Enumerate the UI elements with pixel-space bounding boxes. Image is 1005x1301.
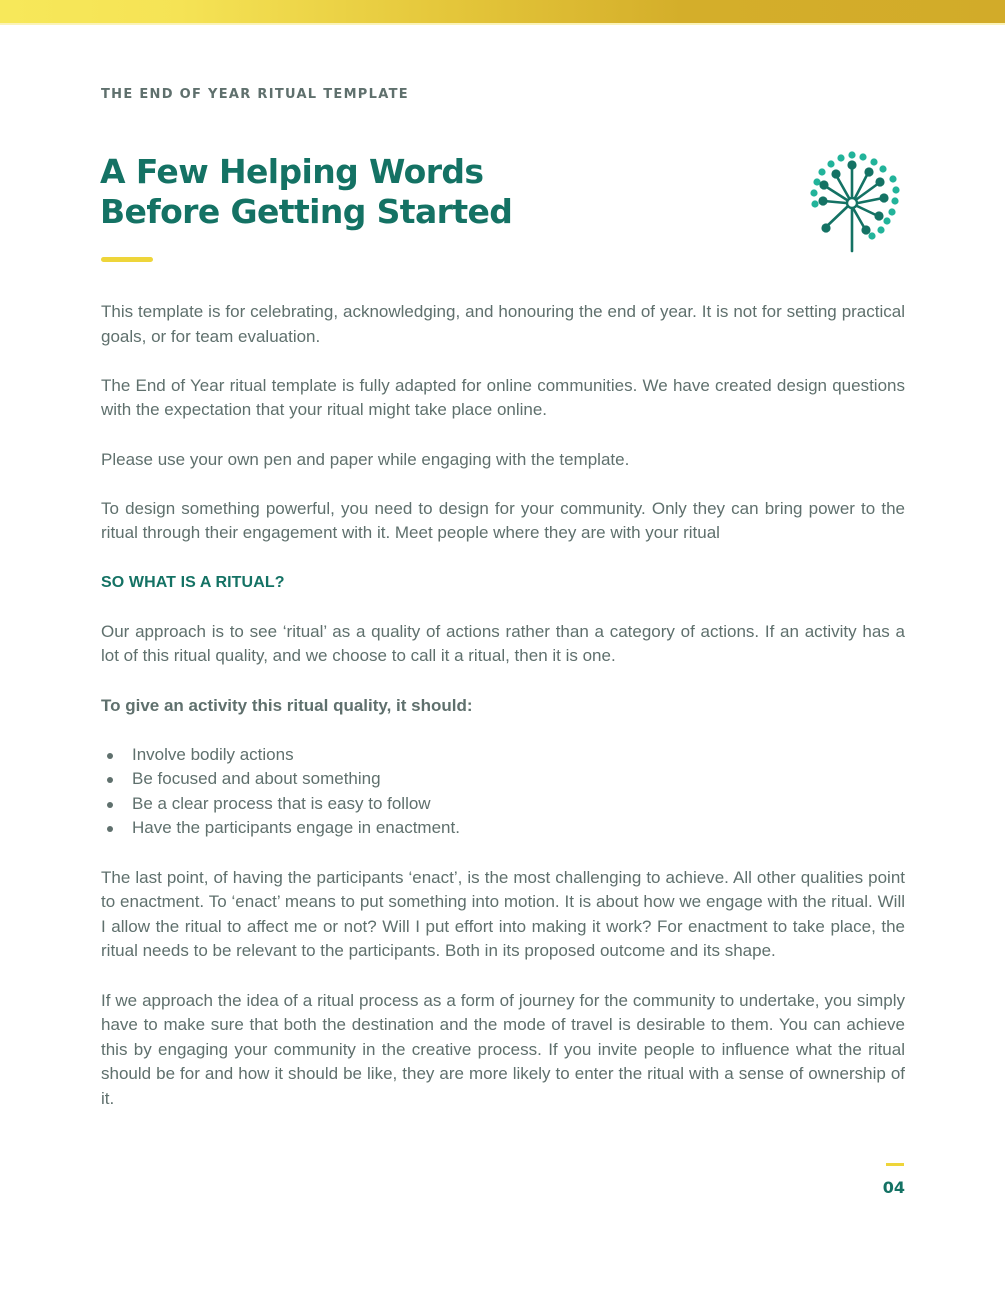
bullet-icon: [107, 753, 113, 759]
page-title-line-2: Before Getting Started: [100, 192, 513, 231]
list-item: [101, 792, 905, 817]
paragraph-online-adaptation: The End of Year ritual template is fully adapted for online communities. We have created design questions with the expectation that your ritual might take place online.: [101, 375, 905, 420]
bullet-icon: [107, 826, 113, 832]
document-body: [101, 300, 905, 1136]
bullet-icon: [107, 802, 113, 808]
paragraph-design-for-community: To design something powerful, you need to design for your community. Only they can bring power to the ritual through their engagement with it. Meet people where they are with your ritual: [101, 498, 905, 543]
page-title: [100, 152, 512, 232]
list-item: [101, 743, 905, 768]
document-eyebrow: THE END OF YEAR RITUAL TEMPLATE: [101, 87, 409, 102]
paragraph-pen-and-paper: Please use your own pen and paper while engaging with the template.: [101, 449, 630, 469]
list-item-text: Involve bodily actions: [132, 744, 294, 764]
list-item-text: Have the participants engage in enactment.: [132, 818, 460, 838]
ritual-qualities-list: [101, 743, 905, 841]
page-number: 04: [882, 1178, 905, 1197]
title-accent-rule: [101, 257, 153, 262]
list-item-text: Be focused and about something: [132, 769, 381, 789]
dandelion-icon: [805, 148, 905, 254]
list-item: [101, 767, 905, 792]
page-title-line-1: A Few Helping Words: [100, 152, 484, 191]
list-item-text: Be a clear process that is easy to follow: [132, 793, 431, 813]
top-bar-highlight: [0, 23, 1005, 25]
paragraph-enactment: The last point, of having the participants ‘enact’, is the most challenging to achieve. All other qualities point to enactment. To ‘enact’ means to put something into motion. It is about how we engage with the ritual. Will I allow the ritual to affect me or not? Will I put effort into making it work? For enactment to take place, the ritual needs to be relevant to the participants. Both in its proposed outcome and its shape.: [101, 867, 905, 961]
paragraph-journey: If we approach the idea of a ritual process as a form of journey for the community to undertake, you simply have to make sure that both the destination and the mode of travel is desirable to them. You can achieve this by engaging your community in the creative process. If you invite people to influence what the ritual should be for and how it should be like, they are more likely to enter the ritual with a sense of ownership of it.: [101, 990, 905, 1108]
page-number-accent-rule: [886, 1163, 904, 1166]
bullet-icon: [107, 777, 113, 783]
list-item: [101, 816, 905, 841]
top-gradient-bar: [0, 0, 1005, 23]
paragraph-intro: This template is for celebrating, acknowledging, and honouring the end of year. It is not for setting practical goals, or for team evaluation.: [101, 302, 905, 346]
bullet-list-lead: To give an activity this ritual quality, it should:: [101, 695, 473, 715]
paragraph-ritual-approach: Our approach is to see ‘ritual’ as a quality of actions rather than a category of actions. If an activity has a lot of this ritual quality, and we choose to call it a ritual, then it is one.: [101, 621, 905, 666]
section-heading: SO WHAT IS A RITUAL?: [101, 573, 285, 591]
